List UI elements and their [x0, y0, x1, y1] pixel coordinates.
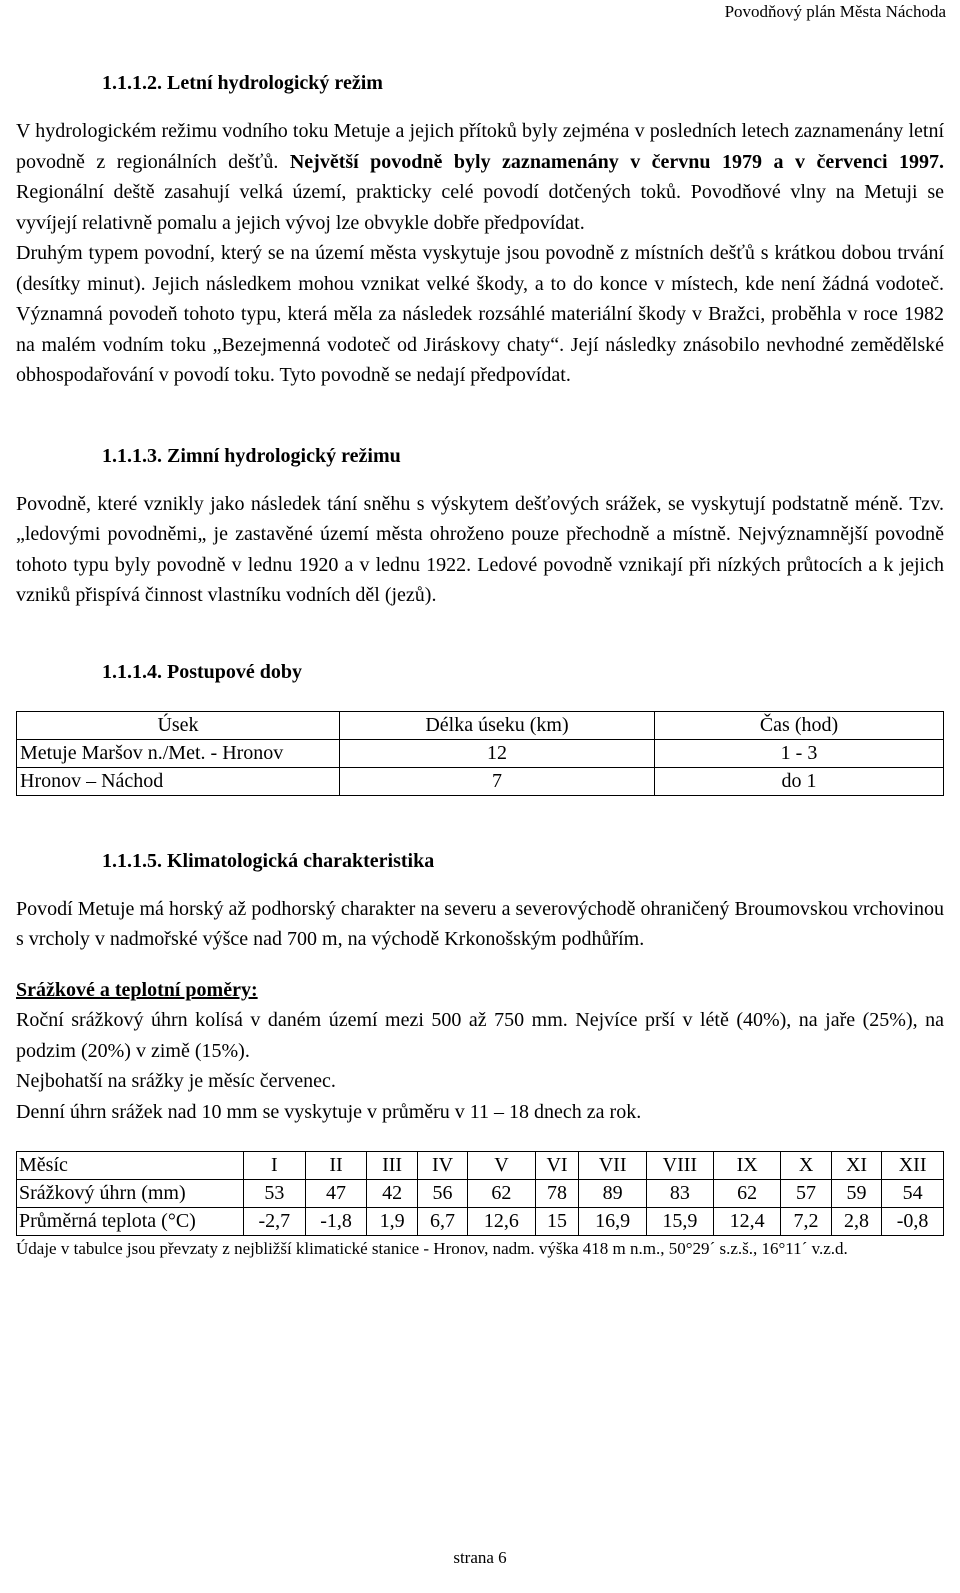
temp-cell: -0,8	[882, 1208, 944, 1236]
temp-cell: -1,8	[305, 1208, 367, 1236]
cell-section: Metuje Maršov n./Met. - Hronov	[17, 739, 340, 767]
precip-row	[17, 1180, 944, 1208]
temp-cell: 12,6	[468, 1208, 535, 1236]
temp-cell: 6,7	[417, 1208, 467, 1236]
precip-cell: 59	[831, 1180, 881, 1208]
cell-time: 1 - 3	[655, 739, 944, 767]
climate-paragraph: Povodí Metuje má horský až podhorský charakter na severu a severovýchodě ohraničený Broumovskou vrchovinou s vrcholy v nadmořské výšce nad 700 m, na východě Krkonošským podhůřím.	[16, 897, 944, 950]
row-label-months: Měsíc	[17, 1152, 244, 1180]
table-row	[17, 767, 944, 795]
summer-p1-rest: Regionální deště zasahují velká území, prakticky celé povodí dotčených toků. Povodňové vlny na Metuji se vyvíjejí relativně pomalu a jejich vývoj lze obvykle dobře předpovídat.	[16, 181, 944, 234]
summer-paragraph-1	[16, 116, 944, 238]
row-label-precip: Srážkový úhrn (mm)	[17, 1180, 244, 1208]
precip-cell: 83	[646, 1180, 713, 1208]
months-row	[17, 1152, 944, 1180]
travel-times-table	[16, 711, 944, 796]
month-cell: XI	[831, 1152, 881, 1180]
temp-row	[17, 1208, 944, 1236]
col-header-length: Délka úseku (km)	[340, 711, 655, 739]
temp-cell: 1,9	[367, 1208, 417, 1236]
month-cell: IV	[417, 1152, 467, 1180]
cell-time: do 1	[655, 767, 944, 795]
summer-p1-bold: Největší povodně byly zaznamenány v červnu 1979 a v červenci 1997.	[289, 150, 945, 173]
summer-p1-text: V hydrologickém režimu vodního toku Metuje a jejich přítoků byly zejména v posledních letech zaznamenány letní povodně z regionálních dešťů.	[16, 120, 944, 173]
month-cell: VI	[535, 1152, 579, 1180]
temp-cell: -2,7	[244, 1208, 306, 1236]
col-header-time: Čas (hod)	[655, 711, 944, 739]
month-cell: VII	[579, 1152, 646, 1180]
precip-line-2: Nejbohatší na srážky je měsíc červenec.	[16, 1070, 336, 1092]
month-cell: X	[781, 1152, 831, 1180]
section-title-winter-regime: 1.1.1.3. Zimní hydrologický režimu	[102, 444, 401, 467]
month-cell: V	[468, 1152, 535, 1180]
precip-cell: 62	[468, 1180, 535, 1208]
cell-length: 7	[340, 767, 655, 795]
precip-cell: 57	[781, 1180, 831, 1208]
precip-cell: 42	[367, 1180, 417, 1208]
month-cell: II	[305, 1152, 367, 1180]
precip-cell: 78	[535, 1180, 579, 1208]
temp-cell: 15,9	[646, 1208, 713, 1236]
precip-cell: 53	[244, 1180, 306, 1208]
page-header: Povodňový plán Města Náchoda	[724, 2, 946, 21]
precip-cell: 47	[305, 1180, 367, 1208]
cell-section: Hronov – Náchod	[17, 767, 340, 795]
table-row	[17, 739, 944, 767]
precip-line-1: Roční srážkový úhrn kolísá v daném území mezi 500 až 750 mm. Nejvíce prší v létě (40%), na jaře (25%), na podzim (20%) v zimě (15%).	[16, 1009, 944, 1062]
temp-cell: 15	[535, 1208, 579, 1236]
precip-cell: 56	[417, 1180, 467, 1208]
table-header-row	[17, 711, 944, 739]
table-source-note: Údaje v tabulce jsou převzaty z nejbližší klimatické stanice - Hronov, nadm. výška 418 m n.m., 50°29´ s.z.š., 16°11´ v.z.d.	[16, 1239, 848, 1258]
precip-temp-subtitle: Srážkové a teplotní poměry:	[16, 978, 258, 1001]
temp-cell: 16,9	[579, 1208, 646, 1236]
col-header-section: Úsek	[17, 711, 340, 739]
page-number: strana 6	[453, 1548, 507, 1567]
month-cell: III	[367, 1152, 417, 1180]
temp-cell: 12,4	[714, 1208, 781, 1236]
document-body	[16, 70, 944, 1260]
row-label-temp: Průměrná teplota (°C)	[17, 1208, 244, 1236]
precip-cell: 89	[579, 1180, 646, 1208]
month-cell: I	[244, 1152, 306, 1180]
month-cell: XII	[882, 1152, 944, 1180]
precip-cell: 54	[882, 1180, 944, 1208]
winter-paragraph: Povodně, které vznikly jako následek tání sněhu s výskytem dešťových srážek, se vyskytují podstatně méně. Tzv. „ledovými povodněmi„ je zastavěné území města ohroženo pouze přechodně a místně. Nejvýznamnější povodně tohoto typu byly povodně v lednu 1920 a v lednu 1922. Ledové povodně vznikají při nízkých průtocích a k jejich vzniků přispívá činnost vlastníku vodních děl (jezů).	[16, 492, 944, 606]
precip-line-3: Denní úhrn srážek nad 10 mm se vyskytuje v průměru v 11 – 18 dnech za rok.	[16, 1100, 642, 1123]
summer-paragraph-2: Druhým typem povodní, který se na území města vyskytuje jsou povodně z místních dešťů s krátkou dobou trvání (desítky minut). Jejich následkem mohou vznikat velké škody, a to do konce v místech, kde není žádná vodoteč. Významná povodeň tohoto typu, která měla za následek rozsáhlé materiální škody v Bražci, proběhla v roce 1982 na malém vodním toku „Bezejmenná vodoteč od Jiráskovy chaty“. Její následky znásobilo nevhodné zemědělské obhospodařování v povodí toku. Tyto povodně se nedají předpovídat.	[16, 242, 944, 386]
climate-table	[16, 1151, 944, 1236]
section-title-climate: 1.1.1.5. Klimatologická charakteristika	[102, 849, 435, 872]
month-cell: IX	[714, 1152, 781, 1180]
temp-cell: 7,2	[781, 1208, 831, 1236]
temp-cell: 2,8	[831, 1208, 881, 1236]
section-title-travel-times: 1.1.1.4. Postupové doby	[102, 660, 303, 683]
cell-length: 12	[340, 739, 655, 767]
section-title-summer-regime: 1.1.1.2. Letní hydrologický režim	[102, 72, 383, 94]
precip-cell: 62	[714, 1180, 781, 1208]
month-cell: VIII	[646, 1152, 713, 1180]
